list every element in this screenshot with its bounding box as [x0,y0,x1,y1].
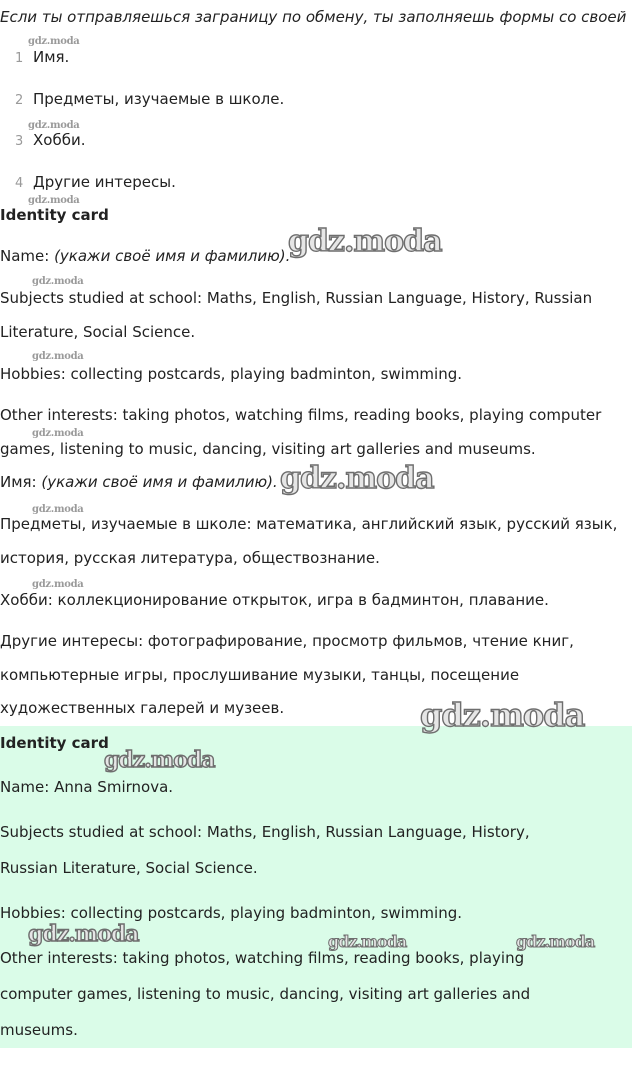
card-ru-other-line2: компьютерные игры, прослушивание музыки, танцы, посещение [0,666,520,684]
card1-name-label: Name: [0,247,55,265]
card-ru-name-label: Имя: [0,473,42,491]
card-ru-other-line1: Другие интересы: фотографирование, просмотр фильмов, чтение книг, [0,632,574,650]
card1-hobbies: Hobbies: collecting postcards, playing badminton, swimming. [0,365,463,383]
list-number: 1 [15,51,24,66]
card1-subjects-line2: Literature, Social Science. [0,323,196,341]
card2-name: Name: Anna Smirnova. [0,778,174,796]
card1-title: Identity card [0,206,109,224]
card2-other-line1: Other interests: taking photos, watching films, reading books, playing [0,949,525,967]
watermark-small: gdz.moda [28,36,80,47]
list-item: Другие интересы. [33,173,176,191]
list-item: Хобби. [33,131,86,149]
card-ru-subjects-line1: Предметы, изучаемые в школе: математика, английский язык, русский язык, [0,515,618,533]
card-ru-subjects-line2: история, русская литература, обществознание. [0,549,380,567]
card2-other-line3: museums. [0,1021,78,1039]
watermark-small: gdz.moda [28,195,80,206]
list-number: 3 [15,134,24,149]
card-ru-other-line3: художественных галерей и музеев. [0,699,285,717]
watermark-small: gdz.moda [32,351,84,362]
card2-title: Identity card [0,734,109,752]
card1-name-line [0,247,290,265]
watermark-large: gdz.moda [28,921,139,947]
card1-subjects-line1: Subjects studied at school: Maths, English, Russian Language, History, Russian [0,289,593,307]
list-item: Имя. [33,48,70,66]
watermark-small: gdz.moda [32,579,84,590]
list-number: 4 [15,176,24,191]
card1-name-value: (укажи своё имя и фамилию). [54,247,291,265]
list-item: Предметы, изучаемые в школе. [33,90,285,108]
card-ru-name-line [0,473,278,491]
list-number: 2 [15,93,24,108]
watermark-large: gdz.moda [280,461,434,496]
card-ru-hobbies: Хобби: коллекционирование открыток, игра в бадминтон, плавание. [0,591,549,609]
card2-other-line2: computer games, listening to music, dancing, visiting art galleries and [0,985,531,1003]
watermark-large: gdz.moda [288,224,442,259]
card-ru-name-value: (укажи своё имя и фамилию). [41,473,278,491]
watermark-medium: gdz.moda [328,932,407,951]
card1-other-line1: Other interests: taking photos, watching films, reading books, playing computer [0,406,602,424]
watermark-small: gdz.moda [32,504,84,515]
watermark-large: gdz.moda [420,696,585,734]
watermark-medium: gdz.moda [516,932,595,951]
watermark-small: gdz.moda [28,120,80,131]
watermark-small: gdz.moda [32,428,84,439]
card1-other-line2: games, listening to music, dancing, visiting art galleries and museums. [0,440,536,458]
watermark-large: gdz.moda [104,747,215,773]
card2-subjects-line1: Subjects studied at school: Maths, English, Russian Language, History, [0,823,530,841]
watermark-small: gdz.moda [32,276,84,287]
card2-subjects-line2: Russian Literature, Social Science. [0,859,258,877]
task-intro: Если ты отправляешься заграницу по обмену, ты заполняешь формы со своей [0,8,627,26]
card2-hobbies: Hobbies: collecting postcards, playing badminton, swimming. [0,904,463,922]
